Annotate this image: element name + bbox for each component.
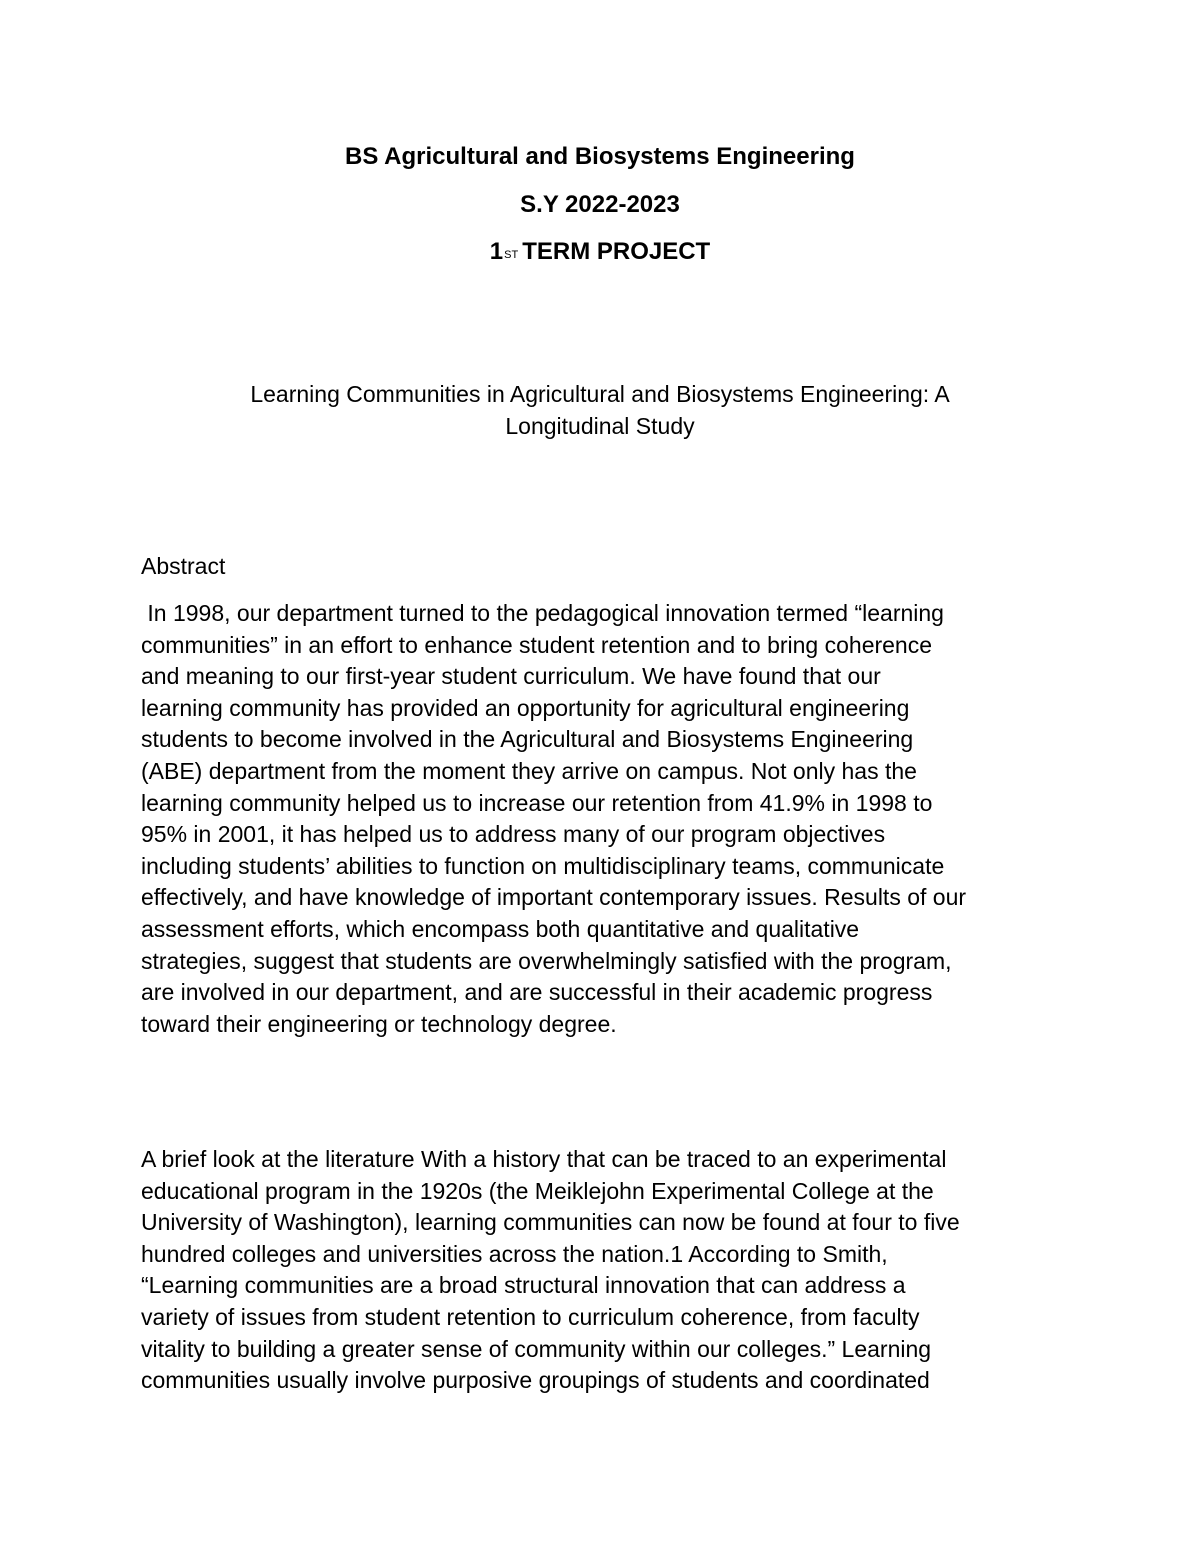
literature-line: variety of issues from student retention to curriculum coherence, from faculty [141, 1303, 920, 1330]
abstract-line: toward their engineering or technology degree. [141, 1010, 617, 1037]
literature-paragraph [141, 1144, 1071, 1397]
abstract-line: 95% in 2001, it has helped us to address many of our program objectives [141, 821, 886, 848]
literature-line: communities usually involve purposive groupings of students and coordinated [141, 1367, 930, 1394]
document-title [150, 378, 1050, 442]
abstract-line: communities” in an effort to enhance student retention and to bring coherence [141, 631, 933, 658]
term-label: TERM PROJECT [522, 238, 711, 265]
abstract-line: effectively, and have knowledge of important contemporary issues. Results of our [141, 884, 967, 911]
abstract-line: In 1998, our department turned to the pedagogical innovation termed “learning [141, 600, 944, 626]
abstract-line: learning community helped us to increase our retention from 41.9% in 1998 to [141, 789, 933, 816]
literature-line: A brief look at the literature With a history that can be traced to an experimental [141, 1146, 947, 1172]
literature-line: hundred colleges and universities across the nation.1 According to Smith, [141, 1240, 888, 1267]
abstract-line: assessment efforts, which encompass both quantitative and qualitative [141, 915, 860, 942]
abstract-line: and meaning to our first-year student curriculum. We have found that our [141, 663, 881, 690]
literature-line: educational program in the 1920s (the Meiklejohn Experimental College at the [141, 1177, 934, 1204]
abstract-line: (ABE) department from the moment they arrive on campus. Not only has the [141, 757, 917, 784]
abstract-line: students to become involved in the Agricultural and Biosystems Engineering [141, 726, 914, 753]
term-number: 1 [489, 238, 504, 265]
abstract-line: are involved in our department, and are successful in their academic progress [141, 979, 933, 1006]
program-heading: BS Agricultural and Biosystems Engineering [345, 143, 855, 170]
abstract-paragraph [141, 598, 1071, 1040]
abstract-label: Abstract [141, 553, 226, 579]
literature-line: “Learning communities are a broad structural innovation that can address a [141, 1272, 906, 1299]
term-heading [0, 237, 1200, 267]
literature-line: University of Washington), learning communities can now be found at four to five [141, 1209, 960, 1236]
abstract-line: learning community has provided an opportunity for agricultural engineering [141, 694, 910, 721]
abstract-line: strategies, suggest that students are overwhelmingly satisfied with the program, [141, 947, 952, 974]
title-line: Longitudinal Study [505, 413, 695, 439]
school-year-heading: S.Y 2022-2023 [520, 191, 680, 218]
term-suffix: ST [504, 249, 519, 261]
title-line: Learning Communities in Agricultural and Biosystems Engineering: A [250, 381, 950, 407]
literature-line: vitality to building a greater sense of community within our colleges.” Learning [141, 1335, 932, 1362]
abstract-line: including students’ abilities to function on multidisciplinary teams, communicate [141, 852, 945, 879]
